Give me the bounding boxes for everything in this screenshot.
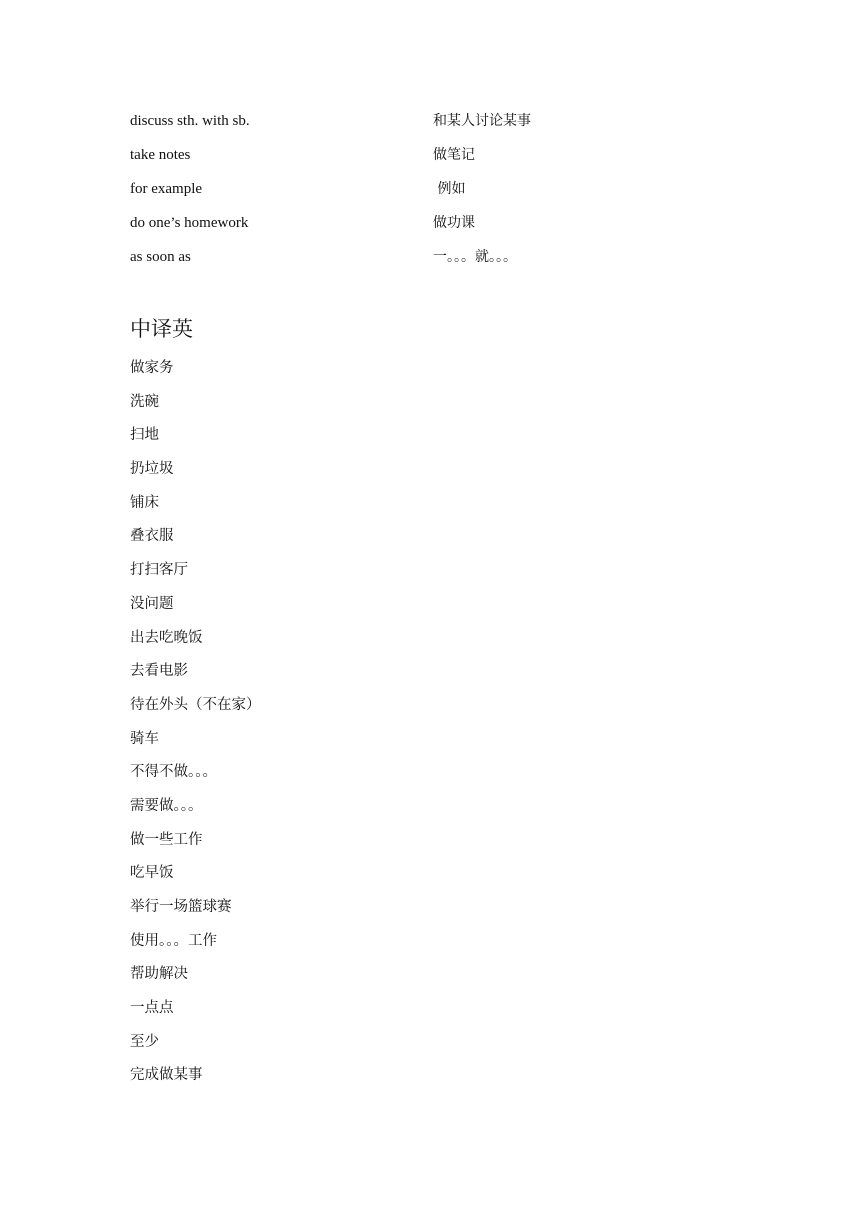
vocab-chinese: 做功课 — [433, 215, 475, 231]
vocab-row — [130, 110, 770, 144]
vocab-english: as soon as — [130, 249, 191, 265]
list-item: 待在外头（不在家） — [130, 696, 261, 713]
list-item: 扫地 — [130, 427, 159, 444]
vocab-table — [130, 110, 770, 280]
vocab-row — [130, 212, 770, 246]
list-item: 做家务 — [130, 360, 174, 376]
list-item: 去看电影 — [130, 663, 188, 680]
vocab-english: for example — [130, 181, 203, 197]
list-item: 需要做。。。 — [130, 797, 203, 814]
list-item: 一点点 — [130, 1000, 174, 1017]
list-item: 完成做某事 — [130, 1067, 203, 1084]
vocab-row — [130, 144, 770, 178]
translation-list — [130, 357, 261, 1098]
list-item: 出去吃晚饭 — [130, 629, 203, 646]
vocab-chinese: 例如 — [433, 181, 466, 197]
list-item: 不得不做。。。 — [130, 764, 217, 781]
vocab-english: discuss sth. with sb. — [130, 113, 250, 129]
list-item: 帮助解决 — [130, 966, 188, 983]
list-item: 叠衣服 — [130, 528, 174, 545]
list-item: 铺床 — [130, 494, 159, 511]
vocab-chinese: 一。。。就。。。 — [433, 249, 517, 265]
list-item: 至少 — [130, 1033, 159, 1050]
list-item: 骑车 — [130, 730, 159, 747]
list-item: 吃早饭 — [130, 865, 174, 882]
list-item: 举行一场篮球赛 — [130, 899, 232, 915]
list-item: 使用。。。工作 — [130, 932, 217, 949]
list-item: 没问题 — [130, 595, 174, 612]
list-item: 洗碗 — [130, 393, 159, 410]
vocab-row — [130, 178, 770, 212]
vocab-english: take notes — [130, 147, 191, 163]
vocab-chinese: 做笔记 — [433, 147, 475, 163]
list-item: 打扫客厅 — [130, 562, 188, 579]
vocab-chinese: 和某人讨论某事 — [433, 113, 531, 129]
vocab-english: do one’s homework — [130, 215, 249, 231]
section-heading: 中译英 — [130, 317, 193, 341]
vocab-row — [130, 246, 770, 280]
list-item: 扔垃圾 — [130, 461, 174, 478]
list-item: 做一些工作 — [130, 831, 203, 848]
